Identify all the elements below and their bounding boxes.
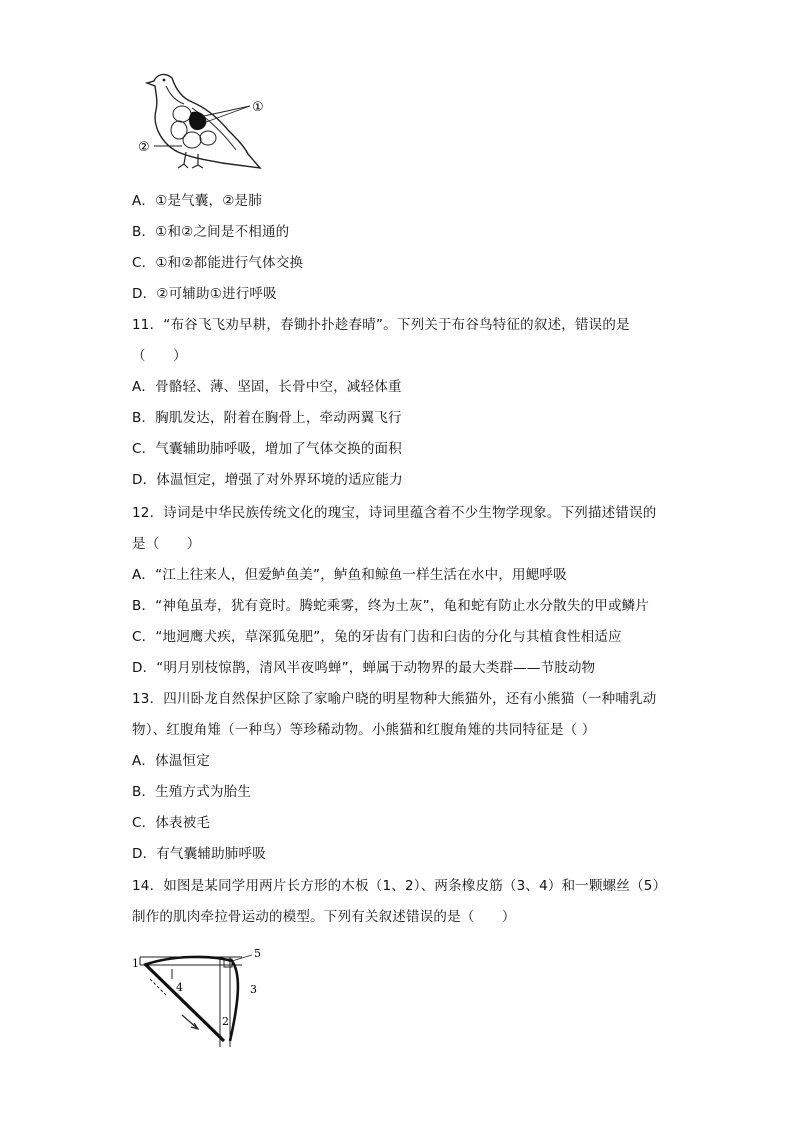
q12-option-c: C．“地迥鹰犬疾，草深狐兔肥”，兔的牙齿有门齿和臼齿的分化与其植食性相适应 <box>132 629 622 645</box>
q14-stem: 14．如图是某同学用两片长方形的木板（1、2）、两条橡皮筋（3、4）和一颗螺丝（5） <box>132 878 667 894</box>
q12-option-a: A．“江上往来人，但爱鲈鱼美”，鲈鱼和鲸鱼一样生活在水中，用鳃呼吸 <box>132 567 567 583</box>
q10-option-d: D．②可辅助①进行呼吸 <box>132 286 277 302</box>
pigeon-respiratory-figure <box>132 68 282 178</box>
q12-stem-cont: 是（ ） <box>132 536 201 552</box>
q13-option-c: C．体表被毛 <box>132 815 211 831</box>
q13-stem: 13．四川卧龙自然保护区除了家喻户晓的明星物种大熊猫外，还有小熊猫（一种哺乳动 <box>132 691 657 707</box>
model-label-2: 2 <box>222 1015 229 1028</box>
callout-1-label: ① <box>252 100 264 115</box>
model-label-3: 3 <box>250 983 257 996</box>
q11-option-d: D．体温恒定，增强了对外界环境的适应能力 <box>132 472 403 488</box>
q11-stem-cont: （ ） <box>132 348 187 364</box>
q13-option-d: D．有气囊辅助肺呼吸 <box>132 846 266 862</box>
q13-option-a: A．体温恒定 <box>132 753 210 769</box>
callout-2-label: ② <box>138 140 150 155</box>
q11-option-a: A．骨骼轻、薄、坚固，长骨中空，减轻体重 <box>132 379 402 395</box>
q11-stem: 11．“布谷飞飞劝早耕，春锄扑扑趁春晴”。下列关于布谷鸟特征的叙述，错误的是 <box>132 317 630 333</box>
q10-option-a: A．①是气囊，②是肺 <box>132 193 262 209</box>
q10-option-c: C．①和②都能进行气体交换 <box>132 255 304 271</box>
q14-stem-cont: 制作的肌肉牵拉骨运动的模型。下列有关叙述错误的是（ ） <box>132 909 516 925</box>
q12-option-b: B．“神龟虽寿，犹有竟时。腾蛇乘雾，终为土灰”，龟和蛇有防止水分散失的甲或鳞片 <box>132 598 650 614</box>
q11-option-b: B．胸肌发达，附着在胸骨上，牵动两翼飞行 <box>132 410 402 426</box>
q12-option-d: D．“明月别枝惊鹊，清风半夜鸣蝉”，蝉属于动物界的最大类群——节肢动物 <box>132 660 596 676</box>
model-label-5: 5 <box>254 947 261 960</box>
model-label-4: 4 <box>176 981 183 994</box>
q11-option-c: C．气囊辅助肺呼吸，增加了气体交换的面积 <box>132 441 402 457</box>
model-label-1: 1 <box>132 957 139 970</box>
q13-stem-cont: 物）、红腹角雉（一种鸟）等珍稀动物。小熊猫和红腹角雉的共同特征是（ ） <box>132 722 596 738</box>
q13-option-b: B．生殖方式为胎生 <box>132 784 252 800</box>
q12-stem: 12．诗词是中华民族传统文化的瑰宝，诗词里蕴含着不少生物学现象。下列描述错误的 <box>132 505 657 521</box>
q10-option-b: B．①和②之间是不相通的 <box>132 224 290 240</box>
muscle-model-figure <box>132 945 272 1050</box>
